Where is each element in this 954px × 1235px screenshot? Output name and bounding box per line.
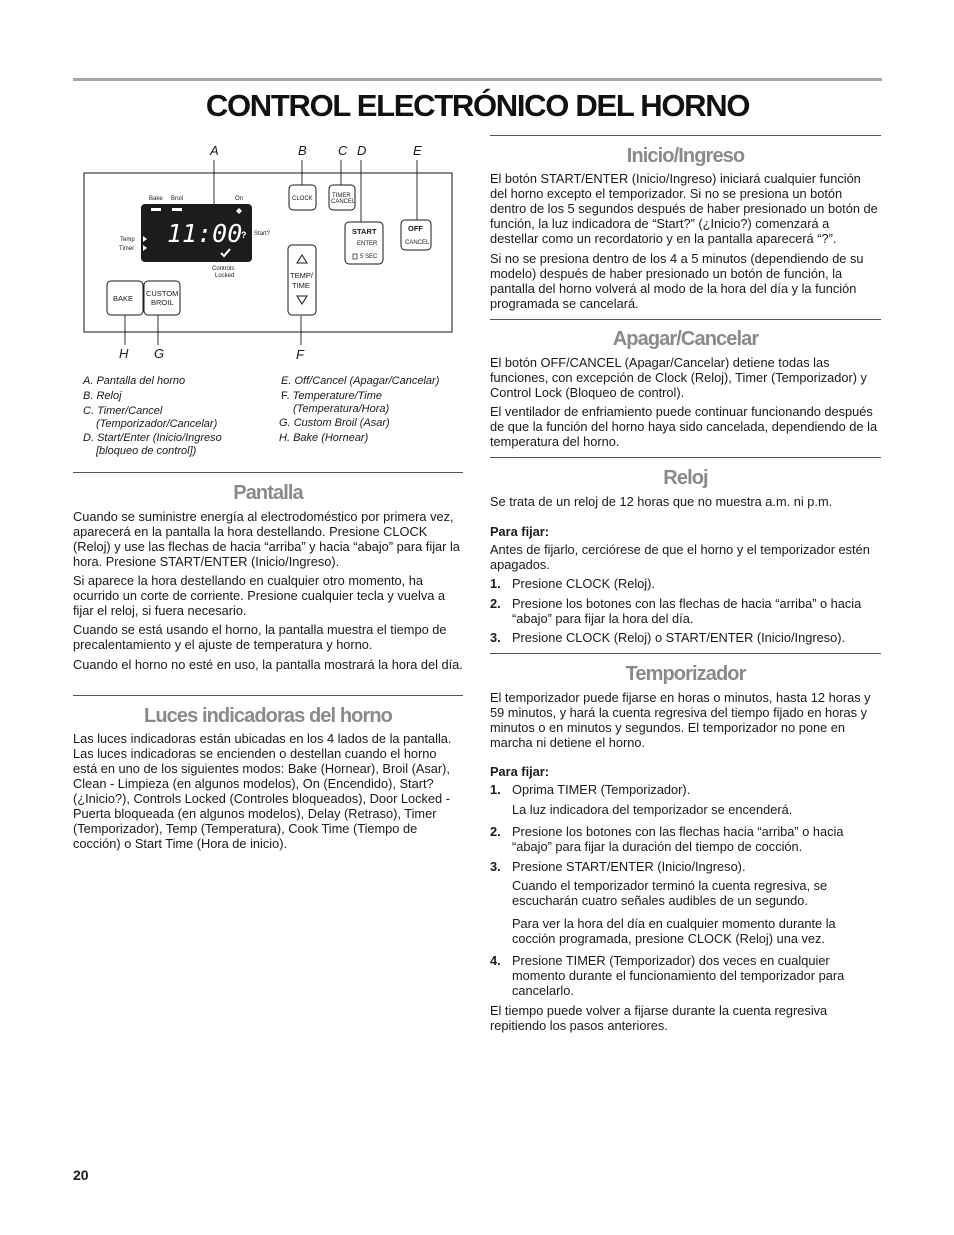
oven-display	[141, 196, 252, 262]
luces-paragraph: Las luces indicadoras están ubicadas en los 4 lados de la pantalla. Las luces indicadoras se encienden o destellan cuando el horno está en uno de los siguientes modos: Bake (Hornear), Broil (Asar), Clean - Limpieza (en algunos modelos), On (Encendido), Start? (¿Inicio?), Controls Locked (Controles bloqueados), Door Locked - Puerta bloqueada (en algunos modelos), Delay (Retraso), Timer (Temporizador), Temp (Temperatura), Cook Time (Tiempo de cocción) o Start Time (Hora de inicio).	[73, 731, 452, 851]
timer-button-cancel-label: CANCEL	[331, 199, 356, 205]
callout-f: F	[296, 347, 304, 362]
apagar-rule	[490, 319, 881, 320]
reloj-intro: Se trata de un reloj de 12 horas que no muestra a.m. ni p.m.	[490, 494, 833, 509]
callout-d: D	[357, 143, 367, 158]
legend-a: A. Pantalla del horno	[83, 375, 186, 387]
legend-e: E. Off/Cancel (Apagar/Cancelar)	[281, 375, 440, 387]
temp-time-arrows[interactable]	[288, 245, 316, 315]
display-question: ?	[241, 230, 247, 240]
apagar-paragraph-2: El ventilador de enfriamiento puede continuar funcionando después de que la función del horno haya sido cancelada, dependiendo de la temperatura del horno.	[490, 404, 878, 449]
display-label-controls: Controls	[212, 266, 235, 272]
luces-rule	[73, 695, 463, 696]
temporizador-heading: Temporizador	[625, 663, 746, 685]
reloj-para-fijar-label: Para fijar:	[490, 524, 550, 539]
legend-c: C. Timer/Cancel (Temporizador/Cancelar)	[83, 405, 218, 430]
page-title: CONTROL ELECTRÓNICO DEL HORNO	[205, 88, 750, 123]
custom-button-label: CUSTOM	[146, 289, 179, 298]
temp-button-label: TEMP/	[290, 271, 313, 280]
broil-button-label: BROIL	[151, 298, 174, 307]
pantalla-paragraph-2: Si aparece la hora destellando en cualquier otro momento, ha ocurrido un corte de corriente. Presione cualquier tecla y vuelva a fijar el reloj, si fuera necesario.	[73, 573, 446, 618]
display-label-broil: Broil	[171, 196, 184, 202]
callout-g: G	[154, 346, 165, 361]
legend-d: D. Start/Enter (Inicio/Ingreso [bloqueo de control])	[83, 432, 222, 457]
timer-button-label: TIMER	[332, 193, 351, 199]
legend-f: F. Temperature/Time (Temperatura/Hora)	[281, 390, 390, 415]
display-label-start: Start?	[254, 231, 271, 237]
callout-e: E	[413, 143, 422, 158]
apagar-paragraph-1: El botón OFF/CANCEL (Apagar/Cancelar) detiene todas las funciones, con excepción de Clock (Reloj), Timer (Temporizador) y Control Lock (Bloqueo de control).	[490, 355, 867, 400]
start-button-label: START	[352, 227, 377, 236]
bake-button[interactable]	[107, 281, 143, 315]
top-rule	[73, 78, 882, 81]
inicio-rule	[490, 135, 881, 136]
inicio-heading: Inicio/Ingreso	[626, 145, 745, 167]
callout-a: A	[210, 143, 219, 158]
timer-cancel-button[interactable]	[329, 185, 356, 210]
clock-button[interactable]	[289, 185, 316, 210]
display-label-timer: Timer	[119, 246, 135, 252]
legend-b: B. Reloj	[83, 390, 122, 402]
reloj-heading: Reloj	[663, 467, 708, 489]
temporizador-rule	[490, 653, 881, 654]
start-enter-button[interactable]	[345, 222, 383, 264]
off-cancel-button[interactable]	[401, 220, 431, 250]
callout-b: B	[298, 143, 307, 158]
pantalla-paragraph-4: Cuando el horno no esté en uso, la pantalla mostrará la hora del día.	[73, 657, 463, 672]
temporizador-outro: El tiempo puede volver a fijarse durante la cuenta regresiva repitiendo los pasos anteriores.	[490, 1003, 828, 1033]
display-label-bake: Bake	[149, 196, 163, 202]
inicio-paragraph-1: El botón START/ENTER (Inicio/Ingreso) iniciará cualquier función del horno excepto el temporizador. Si no se presiona un botón dentro de los 5 segundos después de haber presionado un botón de función, la luz indicadora de “Start?” (¿Inicio?) comenzará a destellar como un recordatorio y en la pantalla aparecerá “?”.	[490, 171, 878, 246]
callout-c: C	[338, 143, 348, 158]
pantalla-paragraph-3: Cuando se está usando el horno, la pantalla muestra el tiempo de precalentamiento y el ajuste de temperatura y horno.	[73, 622, 447, 652]
bake-button-label: BAKE	[113, 294, 134, 303]
temporizador-intro: El temporizador puede fijarse en horas o minutos, hasta 12 horas y 59 minutos, y hará la cuenta regresiva del tiempo fijado en horas y minutos o en minutos y segundos. El temporizador no pone en marcha ni detiene el horno.	[490, 690, 871, 750]
off-button-label: OFF	[408, 224, 423, 233]
display-label-temp: Temp	[120, 237, 135, 243]
inicio-paragraph-2: Si no se presiona dentro de los 4 a 5 minutos (dependiendo de su modelo) después de haber presionado un botón de función, la pantalla del horno volverá al modo de la hora del día y la función programada se cancelará.	[490, 251, 864, 311]
control-panel-diagram	[73, 140, 463, 365]
legend-h: H. Bake (Hornear)	[279, 432, 369, 444]
display-time: 11:00	[167, 219, 243, 248]
clock-button-label: CLOCK	[292, 196, 313, 202]
reloj-pre: Antes de fijarlo, cerciórese de que el horno y el temporizador estén apagados.	[490, 542, 870, 572]
display-label-locked: Locked	[215, 273, 235, 279]
display-label-on: On	[235, 196, 244, 202]
legend-g: G. Custom Broil (Asar)	[279, 417, 390, 429]
pantalla-paragraph-1: Cuando se suministre energía al electrodoméstico por primera vez, aparecerá en la pantalla la hora destellando. Presione CLOCK (Reloj) y use las flechas de hacia “arriba” y hacia “abajo” para fijar la hora. Presione START/ENTER (Inicio/Ingreso).	[73, 509, 460, 569]
reloj-rule	[490, 457, 881, 458]
callout-h: H	[119, 346, 129, 361]
enter-button-label: ENTER	[357, 241, 378, 247]
pantalla-heading: Pantalla	[233, 482, 303, 504]
time-button-label: TIME	[292, 281, 310, 290]
page-number: 20	[73, 1167, 89, 1183]
five-sec-label: 5 SEC	[360, 254, 378, 260]
apagar-heading: Apagar/Cancelar	[612, 328, 759, 350]
pantalla-rule	[73, 472, 463, 473]
custom-broil-button[interactable]	[144, 281, 180, 315]
luces-heading: Luces indicadoras del horno	[144, 705, 392, 727]
temporizador-para-fijar-label: Para fijar:	[490, 764, 550, 779]
off-button-cancel-label: CANCEL	[405, 240, 430, 246]
